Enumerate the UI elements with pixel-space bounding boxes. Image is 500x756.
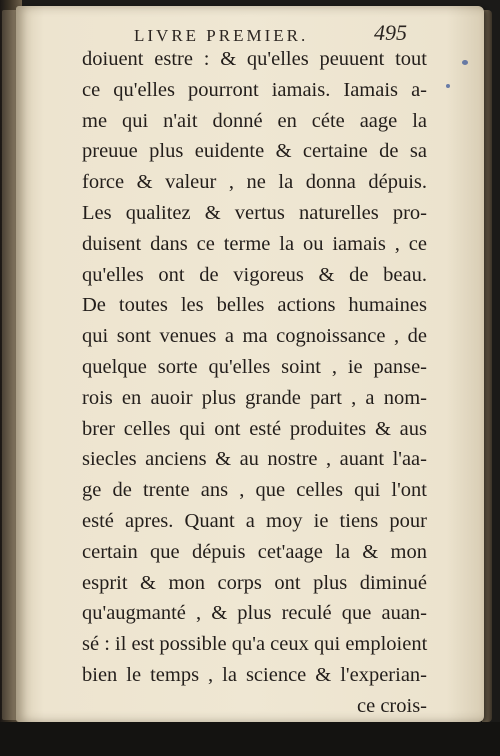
page-paper (16, 6, 484, 722)
text-line: quelque sorte qu'elles soint , ie panse- (82, 355, 427, 378)
catchword-line: ce crois- (357, 694, 427, 717)
text-line: esprit & mon corps ont plus diminué (82, 571, 427, 594)
text-line: duisent dans ce terme la ou iamais , ce (82, 232, 427, 255)
text-line: bien le temps , la science & l'experian- (82, 663, 427, 686)
ink-speck (462, 60, 468, 65)
text-line: certain que dépuis cet'aage la & mon (82, 540, 427, 563)
body-text (82, 44, 427, 722)
text-line: ce qu'elles pourront iamais. Iamais a- (82, 78, 427, 101)
running-head: LIVRE PREMIER. (134, 26, 309, 45)
text-line: qu'elles ont de vigoreus & de beau. (82, 263, 427, 286)
scan-bottom-background (0, 722, 500, 756)
text-line: Les qualitez & vertus naturelles pro- (82, 201, 427, 224)
text-line: rois en auoir plus grande part , a nom- (82, 386, 427, 409)
text-line: force & valeur , ne la donna dépuis. (82, 171, 427, 194)
text-line: preuue plus euidente & certaine de sa (82, 140, 427, 163)
text-line: qu'augmanté , & plus reculé que auan- (82, 602, 427, 625)
text-line: De toutes les belles actions humaines (82, 294, 427, 317)
ink-speck (446, 84, 450, 88)
text-line: sé : il est possible qu'a ceux qui emploient (82, 633, 428, 656)
text-line: me qui n'ait donné en céte aage la (82, 109, 427, 132)
text-line: siecles anciens & au nostre , auant l'aa- (82, 448, 427, 471)
text-line: ge de trente ans , que celles qui l'ont (82, 479, 427, 502)
text-line: doiuent estre : & qu'elles peuuent tout (82, 48, 427, 70)
page-number: 495 (374, 20, 407, 45)
text-line: esté apres. Quant a moy ie tiens pour (82, 509, 427, 532)
text-line: brer celles qui ont esté produites & aus (82, 417, 427, 440)
text-line: qui sont venues a ma cognoissance , de (82, 325, 427, 348)
